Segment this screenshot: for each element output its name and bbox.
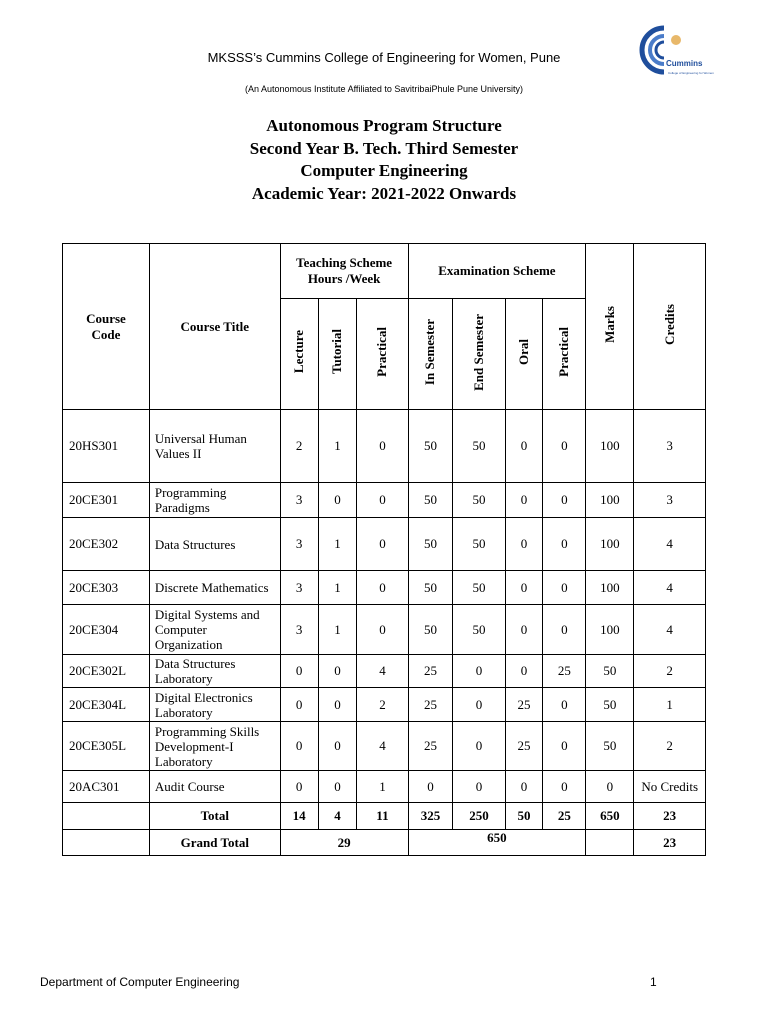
total-exam-practical: 25	[543, 803, 586, 830]
practical-hours: 4	[357, 722, 408, 771]
practical-hours: 0	[357, 571, 408, 605]
course-title: Programming Skills Development-I Laboratory	[149, 722, 280, 771]
exam-practical-marks: 0	[543, 483, 586, 518]
header-exam-practical: Practical	[543, 299, 586, 410]
total-credits: 23	[634, 803, 706, 830]
header-end-semester: End Semester	[453, 299, 505, 410]
end-semester-marks: 50	[453, 605, 505, 655]
practical-hours: 2	[357, 688, 408, 722]
credits-cell: No Credits	[634, 771, 706, 803]
course-code: 20CE305L	[63, 722, 150, 771]
tutorial-hours: 1	[318, 410, 357, 483]
end-semester-marks: 0	[453, 655, 505, 688]
practical-hours: 0	[357, 483, 408, 518]
lecture-hours: 3	[280, 571, 318, 605]
practical-hours: 0	[357, 605, 408, 655]
total-marks-cell: 100	[586, 571, 634, 605]
logo-text: Cummins	[666, 59, 703, 68]
header-credits: Credits	[634, 244, 706, 410]
in-semester-marks: 50	[408, 605, 453, 655]
lecture-hours: 0	[280, 688, 318, 722]
end-semester-marks: 50	[453, 483, 505, 518]
header-course-title: Course Title	[149, 244, 280, 410]
total-marks-cell: 100	[586, 518, 634, 571]
exam-practical-marks: 0	[543, 571, 586, 605]
grand-total-credits: 23	[634, 830, 706, 856]
title-line: Academic Year: 2021-2022 Onwards	[251, 183, 517, 203]
course-code: 20CE304	[63, 605, 150, 655]
total-marks-cell: 0	[586, 771, 634, 803]
header-lecture: Lecture	[280, 299, 318, 410]
tutorial-hours: 1	[318, 605, 357, 655]
course-title: Data Structures Laboratory	[149, 655, 280, 688]
credits-cell: 2	[634, 722, 706, 771]
exam-practical-marks: 0	[543, 518, 586, 571]
course-title: Programming Paradigms	[149, 483, 280, 518]
tutorial-hours: 1	[318, 571, 357, 605]
program-titles	[0, 115, 768, 205]
lecture-hours: 2	[280, 410, 318, 483]
exam-practical-marks: 0	[543, 722, 586, 771]
tutorial-hours: 0	[318, 688, 357, 722]
course-code: 20CE303	[63, 571, 150, 605]
oral-marks: 0	[505, 518, 543, 571]
total-tutorial: 4	[318, 803, 357, 830]
footer-page-number: 1	[650, 975, 657, 989]
total-marks-cell: 100	[586, 483, 634, 518]
course-title: Audit Course	[149, 771, 280, 803]
end-semester-marks: 0	[453, 688, 505, 722]
in-semester-marks: 50	[408, 571, 453, 605]
header-examination-scheme: Examination Scheme	[408, 244, 586, 299]
credits-cell: 1	[634, 688, 706, 722]
institute-name: MKSSS’s Cummins College of Engineering for Women, Pune	[207, 50, 561, 65]
title-line: Autonomous Program Structure	[266, 116, 502, 135]
lecture-hours: 3	[280, 518, 318, 571]
grand-total-row	[63, 830, 706, 856]
table-row	[63, 655, 706, 688]
tutorial-hours: 1	[318, 518, 357, 571]
oral-marks: 25	[505, 722, 543, 771]
in-semester-marks: 50	[408, 483, 453, 518]
title-line: Computer Engineering	[300, 161, 468, 180]
practical-hours: 4	[357, 655, 408, 688]
course-code: 20AC301	[63, 771, 150, 803]
lecture-hours: 3	[280, 483, 318, 518]
tutorial-hours: 0	[318, 655, 357, 688]
total-marks-cell: 100	[586, 410, 634, 483]
header-tutorial: Tutorial	[318, 299, 357, 410]
logo-subtext: College of Engineering for Women	[668, 71, 714, 75]
practical-hours: 0	[357, 410, 408, 483]
oral-marks: 0	[505, 571, 543, 605]
in-semester-marks: 50	[408, 518, 453, 571]
in-semester-marks: 50	[408, 410, 453, 483]
total-marks-cell: 50	[586, 655, 634, 688]
title-line: Second Year B. Tech. Third Semester	[249, 138, 519, 158]
tutorial-hours: 0	[318, 771, 357, 803]
exam-practical-marks: 0	[543, 605, 586, 655]
total-label: Total	[149, 803, 280, 830]
exam-practical-marks: 25	[543, 655, 586, 688]
oral-marks: 0	[505, 410, 543, 483]
table-row	[63, 688, 706, 722]
header-marks: Marks	[586, 244, 634, 410]
table-row	[63, 771, 706, 803]
credits-cell: 3	[634, 483, 706, 518]
total-marks-cell: 50	[586, 722, 634, 771]
grand-total-label: Grand Total	[149, 830, 280, 856]
credits-cell: 4	[634, 605, 706, 655]
in-semester-marks: 0	[408, 771, 453, 803]
oral-marks: 25	[505, 688, 543, 722]
course-code: 20CE301	[63, 483, 150, 518]
credits-cell: 4	[634, 571, 706, 605]
end-semester-marks: 0	[453, 722, 505, 771]
grand-total-teaching: 29	[280, 830, 408, 856]
table-row	[63, 410, 706, 483]
total-marks: 650	[586, 803, 634, 830]
exam-practical-marks: 0	[543, 771, 586, 803]
total-oral: 50	[505, 803, 543, 830]
in-semester-marks: 25	[408, 688, 453, 722]
exam-practical-marks: 0	[543, 410, 586, 483]
course-title: Data Structures	[149, 518, 280, 571]
total-lecture: 14	[280, 803, 318, 830]
credits-cell: 3	[634, 410, 706, 483]
end-semester-marks: 50	[453, 518, 505, 571]
total-in-semester: 325	[408, 803, 453, 830]
lecture-hours: 0	[280, 722, 318, 771]
table-row	[63, 605, 706, 655]
total-end-semester: 250	[453, 803, 505, 830]
lecture-hours: 3	[280, 605, 318, 655]
oral-marks: 0	[505, 483, 543, 518]
exam-practical-marks: 0	[543, 688, 586, 722]
table-row	[63, 722, 706, 771]
table-row	[63, 518, 706, 571]
tutorial-hours: 0	[318, 722, 357, 771]
header-course-code: Course Code	[63, 244, 150, 410]
in-semester-marks: 25	[408, 722, 453, 771]
table-row	[63, 571, 706, 605]
grand-total-exam: 650	[408, 830, 586, 856]
total-practical: 11	[357, 803, 408, 830]
tutorial-hours: 0	[318, 483, 357, 518]
course-code: 20CE302	[63, 518, 150, 571]
institute-affiliation: (An Autonomous Institute Affiliated to SavitribaiPhule Pune University)	[245, 84, 523, 94]
end-semester-marks: 50	[453, 410, 505, 483]
course-code: 20CE304L	[63, 688, 150, 722]
course-title: Discrete Mathematics	[149, 571, 280, 605]
header-teaching-scheme: Teaching Scheme Hours /Week	[280, 244, 408, 299]
table-row	[63, 483, 706, 518]
footer-department: Department of Computer Engineering	[40, 975, 240, 989]
header-oral: Oral	[505, 299, 543, 410]
course-title: Universal Human Values II	[149, 410, 280, 483]
header-practical: Practical	[357, 299, 408, 410]
practical-hours: 0	[357, 518, 408, 571]
end-semester-marks: 50	[453, 571, 505, 605]
course-title: Digital Systems and Computer Organization	[149, 605, 280, 655]
course-title: Digital Electronics Laboratory	[149, 688, 280, 722]
course-code: 20HS301	[63, 410, 150, 483]
program-structure-table	[62, 243, 706, 856]
credits-cell: 4	[634, 518, 706, 571]
header-in-semester: In Semester	[408, 299, 453, 410]
oral-marks: 0	[505, 655, 543, 688]
oral-marks: 0	[505, 605, 543, 655]
lecture-hours: 0	[280, 655, 318, 688]
total-marks-cell: 50	[586, 688, 634, 722]
end-semester-marks: 0	[453, 771, 505, 803]
credits-cell: 2	[634, 655, 706, 688]
college-logo	[634, 22, 714, 80]
course-code: 20CE302L	[63, 655, 150, 688]
oral-marks: 0	[505, 771, 543, 803]
in-semester-marks: 25	[408, 655, 453, 688]
lecture-hours: 0	[280, 771, 318, 803]
total-row	[63, 803, 706, 830]
practical-hours: 1	[357, 771, 408, 803]
total-marks-cell: 100	[586, 605, 634, 655]
